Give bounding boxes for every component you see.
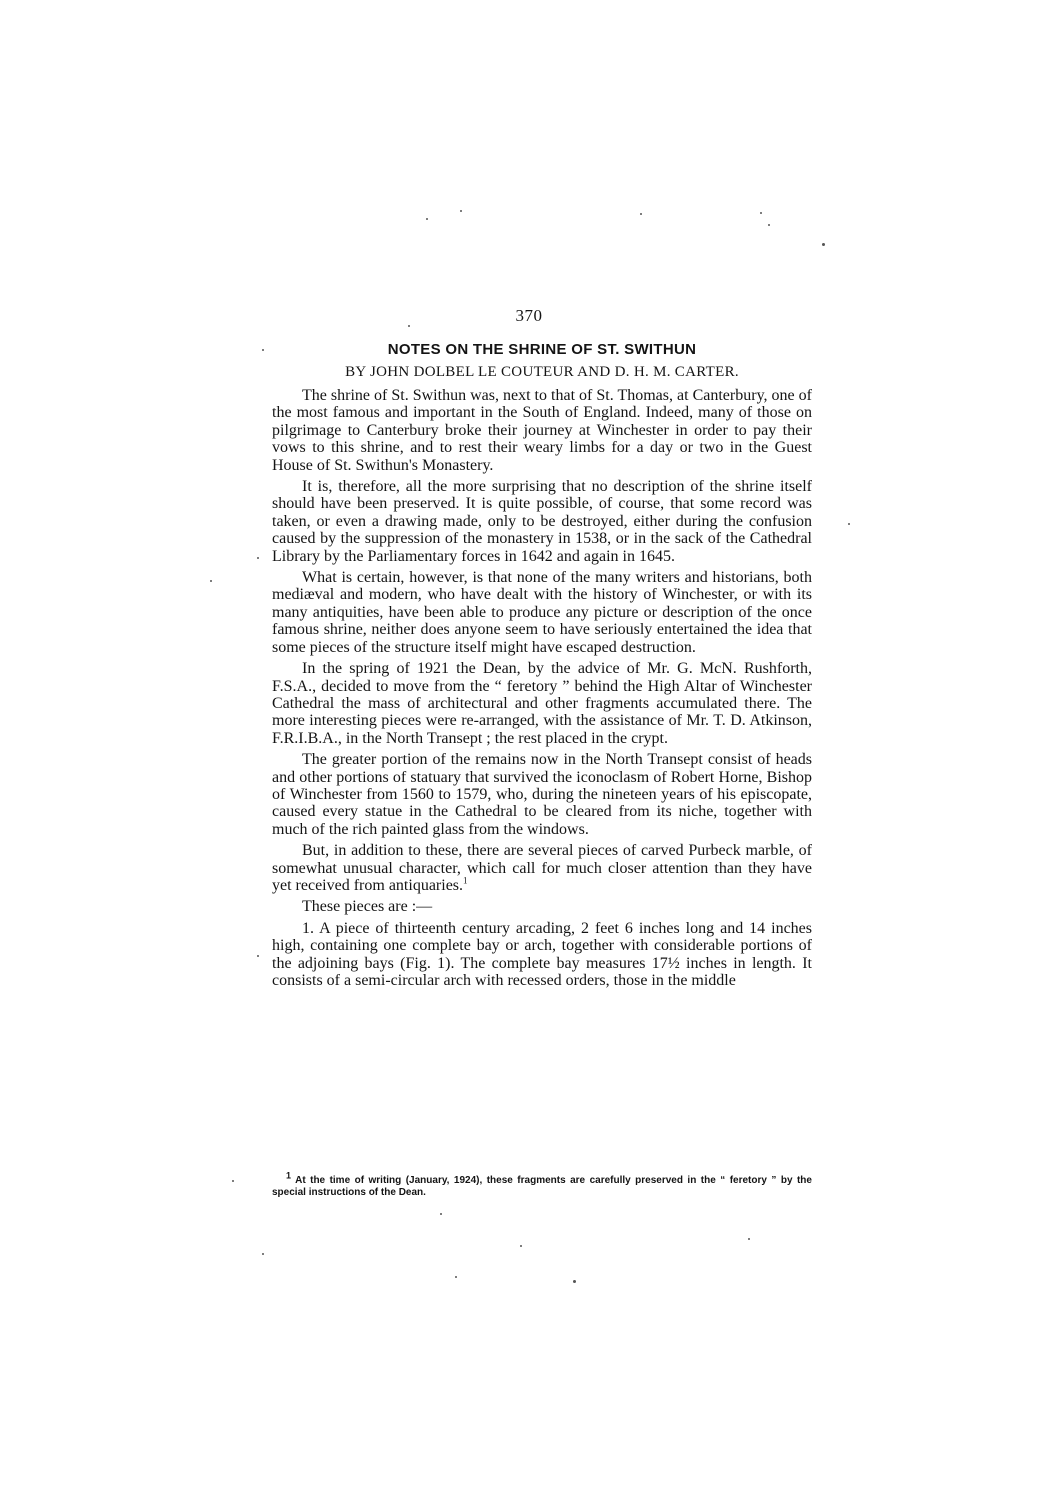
page-number: 370 [515,306,543,325]
scan-speck [748,1238,750,1240]
paragraph [272,660,812,747]
scan-speck [426,218,428,220]
scan-speck [257,955,259,957]
paragraph [272,920,812,990]
paragraph [272,842,812,894]
article-title: NOTES ON THE SHRINE OF ST. SWITHUN [387,341,697,358]
scan-speck [210,580,212,582]
scan-speck [760,212,762,214]
scan-speck [768,224,770,226]
paragraph-text: In the spring of 1921 the Dean, by the advice of Mr. G. McN. Rushforth, F.S.A., decided to move from the “ feretory ” behind the High Altar of Winchester Cathedral the mass of architectural and other fragments accumulated there. The more interesting pieces were re-arranged, with the assistance of Mr. T. D. Atkinson, F.R.I.B.A., in the North Transept ; the rest placed in the crypt. [272,660,812,747]
article-body [272,387,812,993]
article-byline: BY JOHN DOLBEL LE COUTEUR AND D. H. M. CARTER. [345,364,739,380]
scan-speck [640,213,642,215]
paragraph-text: 1. A piece of thirteenth century arcading, 2 feet 6 inches long and 14 inches high, containing one complete bay or arch, together with considerable portions of the adjoining bays (Fig. 1). The complete bay measures 17½ inches in length. It consists of a semi-circular arch with recessed orders, those in the middle [272,919,812,989]
paragraph [272,898,812,915]
scan-speck [520,1245,522,1247]
footnote-reference: 1 [463,875,468,886]
paragraph-text: These pieces are :— [302,898,433,916]
paragraph [272,751,812,838]
paragraph [272,387,812,474]
scan-speck [232,1180,234,1182]
scan-speck [262,1253,264,1255]
paragraph [272,478,812,565]
paragraph-text: The greater portion of the remains now in the North Transept consist of heads and other portions of statuary that survived the iconoclasm of Robert Horne, Bishop of Winchester from 1560 to 1579, who, during the nineteen years of his episcopate, caused every statue in the Cathedral to be cleared from its niche, together with much of the rich painted glass from the windows. [272,751,812,838]
paragraph [272,569,812,656]
scan-speck [257,557,259,559]
footnote [272,1170,812,1199]
footnote-marker: 1 [286,1170,292,1181]
scan-speck [262,349,264,351]
footnote-text: At the time of writing (January, 1924), these fragments are carefully preserved in the “ feretory ” by the special instructions of the Dean. [272,1175,812,1198]
scan-speck [460,210,462,212]
scan-speck [573,1280,576,1283]
paragraph-text: What is certain, however, is that none of the many writers and historians, both mediæval and modern, who have dealt with the history of Winchester, or with its many antiquities, have been able to produce any picture or description of the once famous shrine, neither does anyone seem to have seriously entertained the idea that some pieces of the structure itself might have escaped destruction. [272,569,812,656]
paragraph-text: It is, therefore, all the more surprising that no description of the shrine itself should have been preserved. It is quite possible, of course, that some record was taken, or even a drawing made, only to be destroyed, either during the confusion caused by the suppression of the monastery in 1538, or in the sack of the Cathedral Library by the Parliamentary forces in 1642 and again in 1645. [272,478,812,565]
paragraph-text: The shrine of St. Swithun was, next to that of St. Thomas, at Canterbury, one of the most famous and important in the South of England. Indeed, many of those on pilgrimage to Canterbury broke their journey at Winchester in order to pay their vows to this shrine, and to rest their weary limbs for a day or two in the Guest House of St. Swithun's Monastery. [272,387,812,474]
scan-speck [822,243,825,246]
scan-speck [455,1276,457,1278]
scan-speck [440,1213,442,1215]
paragraph-text: But, in addition to these, there are several pieces of carved Purbeck marble, of somewhat unusual character, which call for much closer attention than they have yet received from antiquaries. [272,842,812,894]
scan-speck [848,523,850,525]
